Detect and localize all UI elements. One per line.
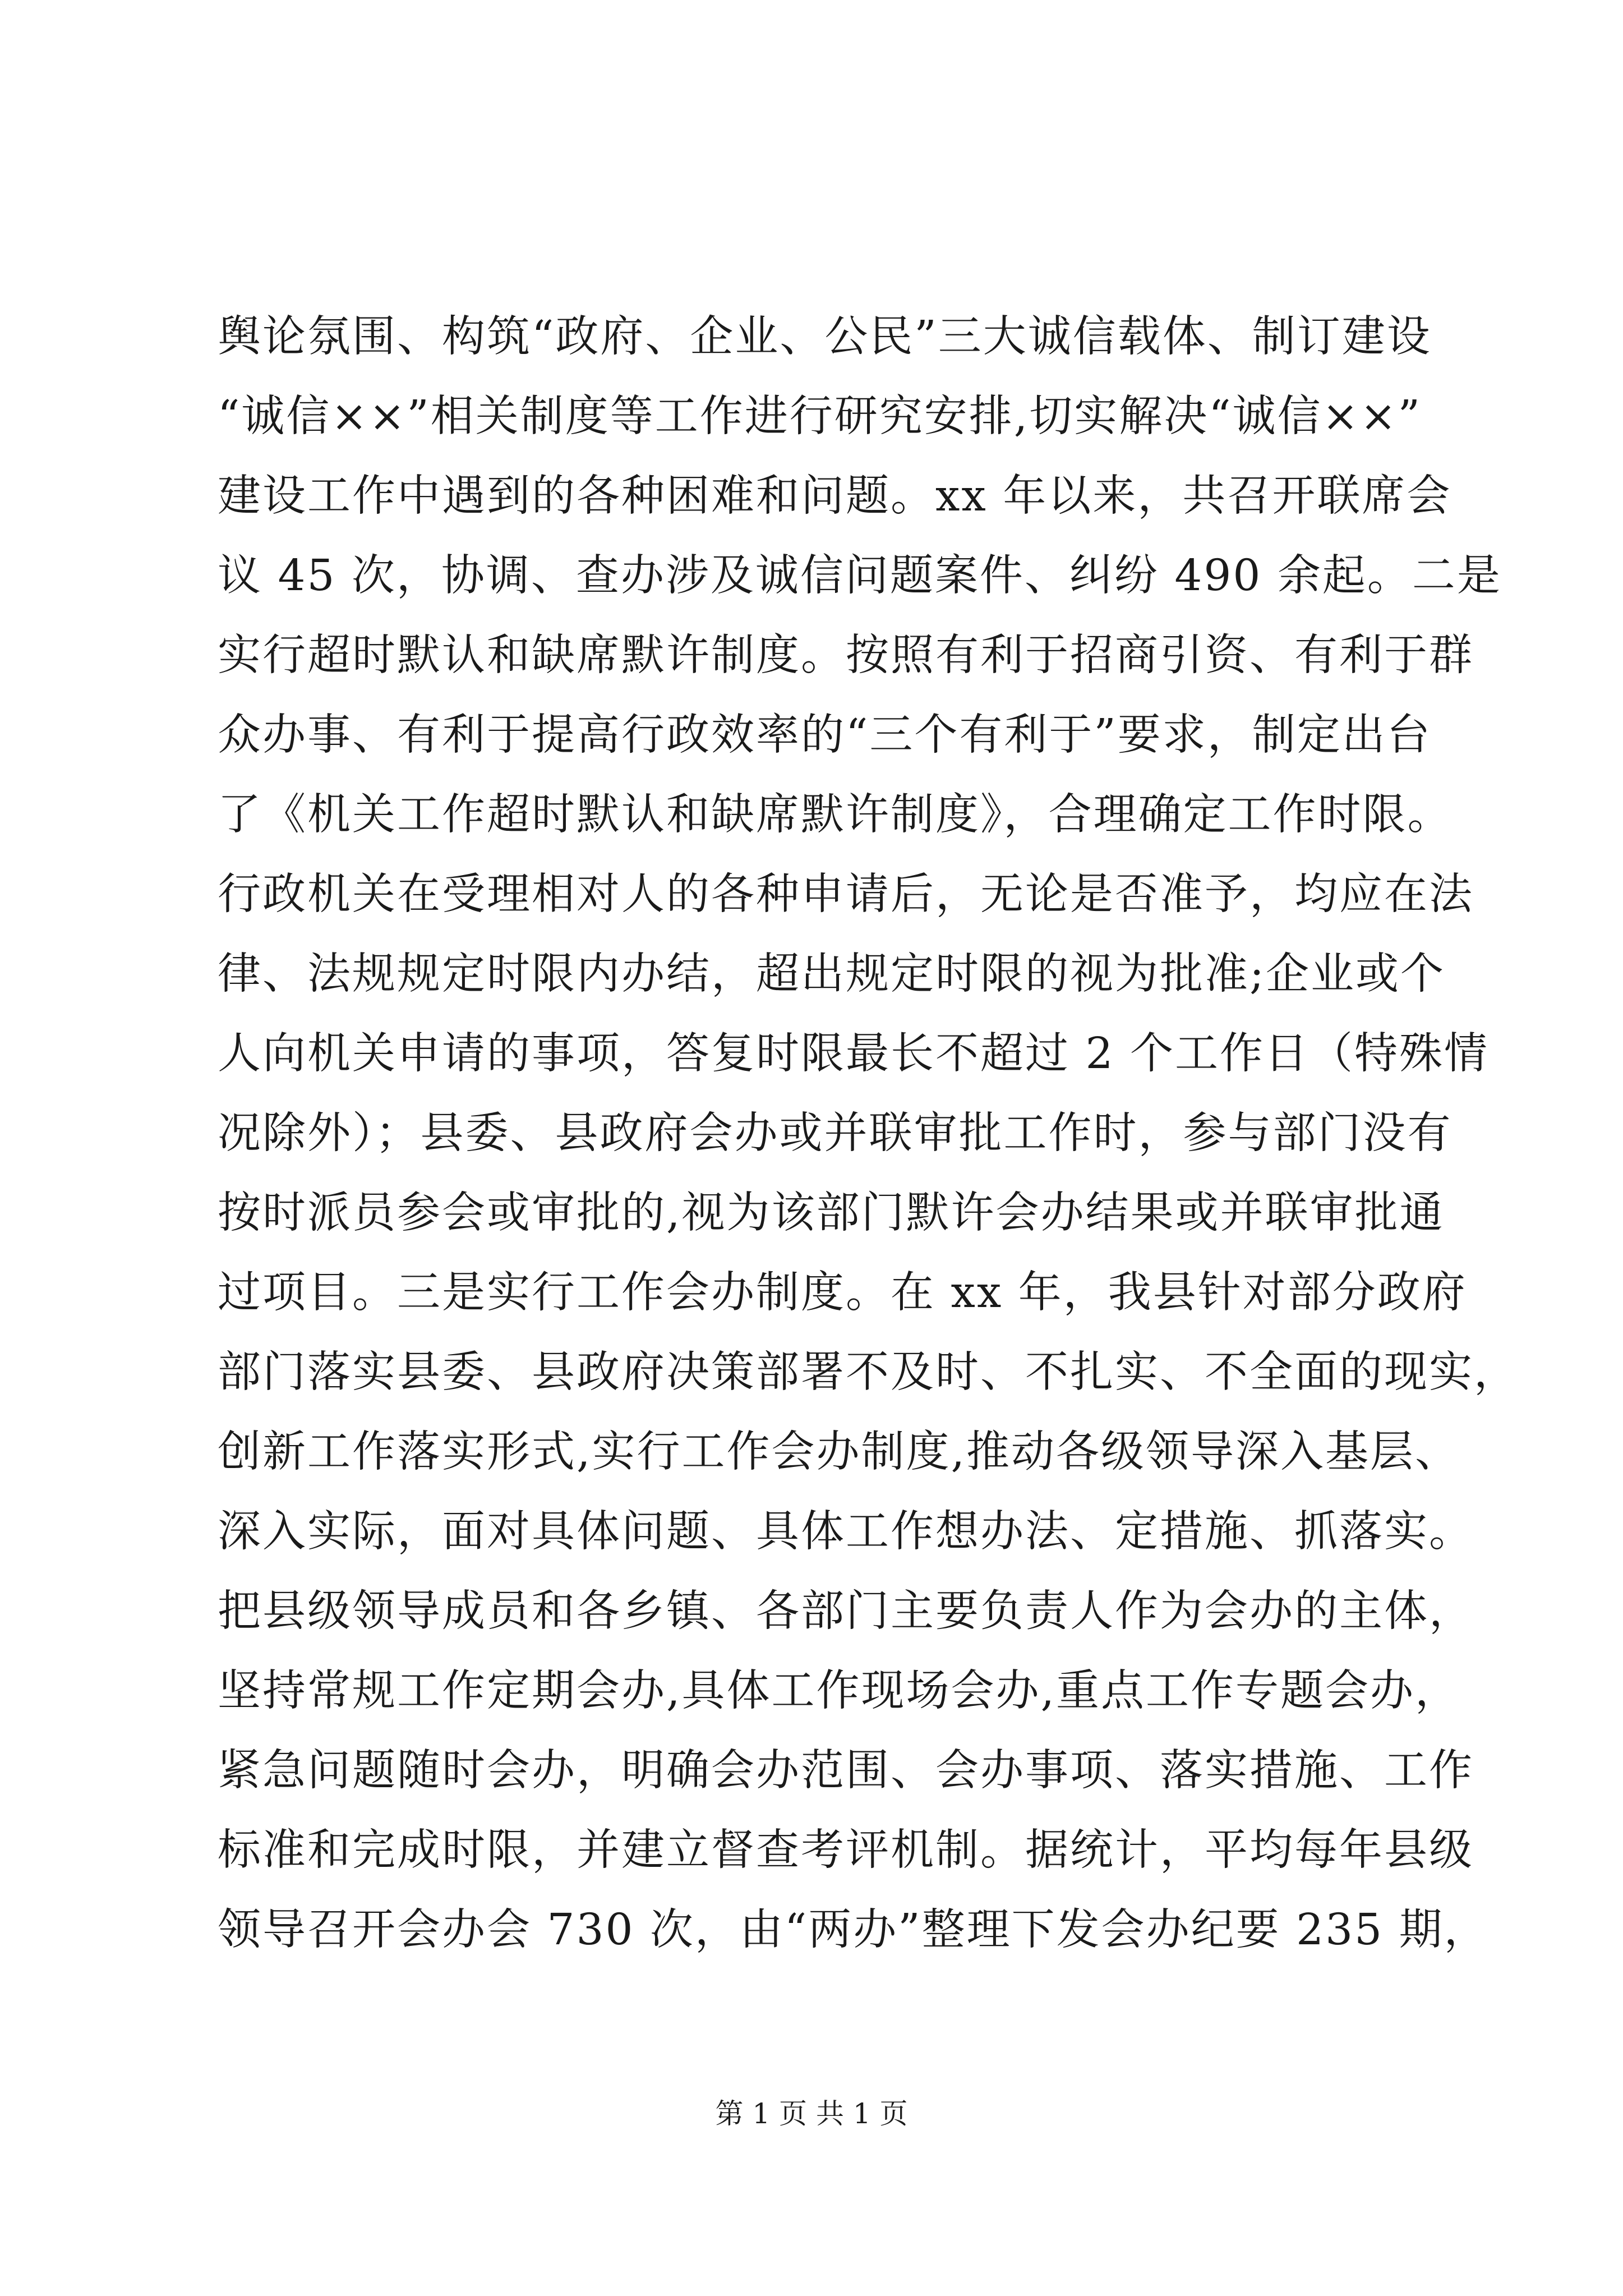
text-line: 过项目。三是实行工作会办制度。在 xx 年，我县针对部分政府 (218, 1268, 1467, 1318)
text-line: 建设工作中遇到的各种困难和问题。xx 年以来，共召开联席会 (218, 471, 1452, 521)
text-line: 深入实际，面对具体问题、具体工作想办法、定措施、抓落实。 (218, 1507, 1474, 1557)
text-line: 把县级领导成员和各乡镇、各部门主要负责人作为会办的主体， (218, 1586, 1474, 1636)
text-line: 紧急问题随时会办，明确会办范围、会办事项、落实措施、工作 (218, 1746, 1474, 1796)
text-line: 按时派员参会或审批的,视为该部门默许会办结果或并联审批通 (218, 1188, 1445, 1238)
text-line: 标准和完成时限，并建立督查考评机制。据统计，平均每年县级 (218, 1825, 1474, 1875)
text-line: 人向机关申请的事项，答复时限最长不超过 2 个工作日（特殊情 (218, 1029, 1489, 1079)
text-line: 创新工作落实形式,实行工作会办制度,推动各级领导深入基层、 (218, 1427, 1460, 1477)
text-line: 律、法规规定时限内办结，超出规定时限的视为批准;企业或个 (218, 949, 1445, 999)
page-footer (0, 2097, 1623, 2131)
page-number: 第 1 页 共 1 页 (715, 2097, 908, 2130)
text-line: 实行超时默认和缺席默许制度。按照有利于招商引资、有利于群 (218, 631, 1474, 680)
text-line: 议 45 次，协调、查办涉及诚信问题案件、纠纷 490 余起。二是 (218, 551, 1502, 601)
text-line: 领导召开会办会 730 次，由“两办”整理下发会办纪要 235 期， (218, 1905, 1489, 1955)
text-line: 坚持常规工作定期会办,具体工作现场会办,重点工作专题会办， (218, 1666, 1460, 1716)
text-line: 部门落实县委、县政府决策部署不及时、不扎实、不全面的现实， (218, 1347, 1519, 1397)
text-line: “诚信××”相关制度等工作进行研究安排,切实解决“诚信××” (218, 392, 1422, 441)
text-line: 况除外）；县委、县政府会办或并联审批工作时，参与部门没有 (218, 1108, 1453, 1158)
text-line: 行政机关在受理相对人的各种申请后，无论是否准予，均应在法 (218, 869, 1474, 919)
body-text (218, 297, 1519, 1970)
text-line: 众办事、有利于提高行政效率的“三个有利于”要求，制定出台 (218, 710, 1432, 760)
text-line: 了《机关工作超时默认和缺席默许制度》，合理确定工作时限。 (218, 790, 1453, 840)
text-line: 舆论氛围、构筑“政府、企业、公民”三大诚信载体、制订建设 (218, 312, 1432, 362)
